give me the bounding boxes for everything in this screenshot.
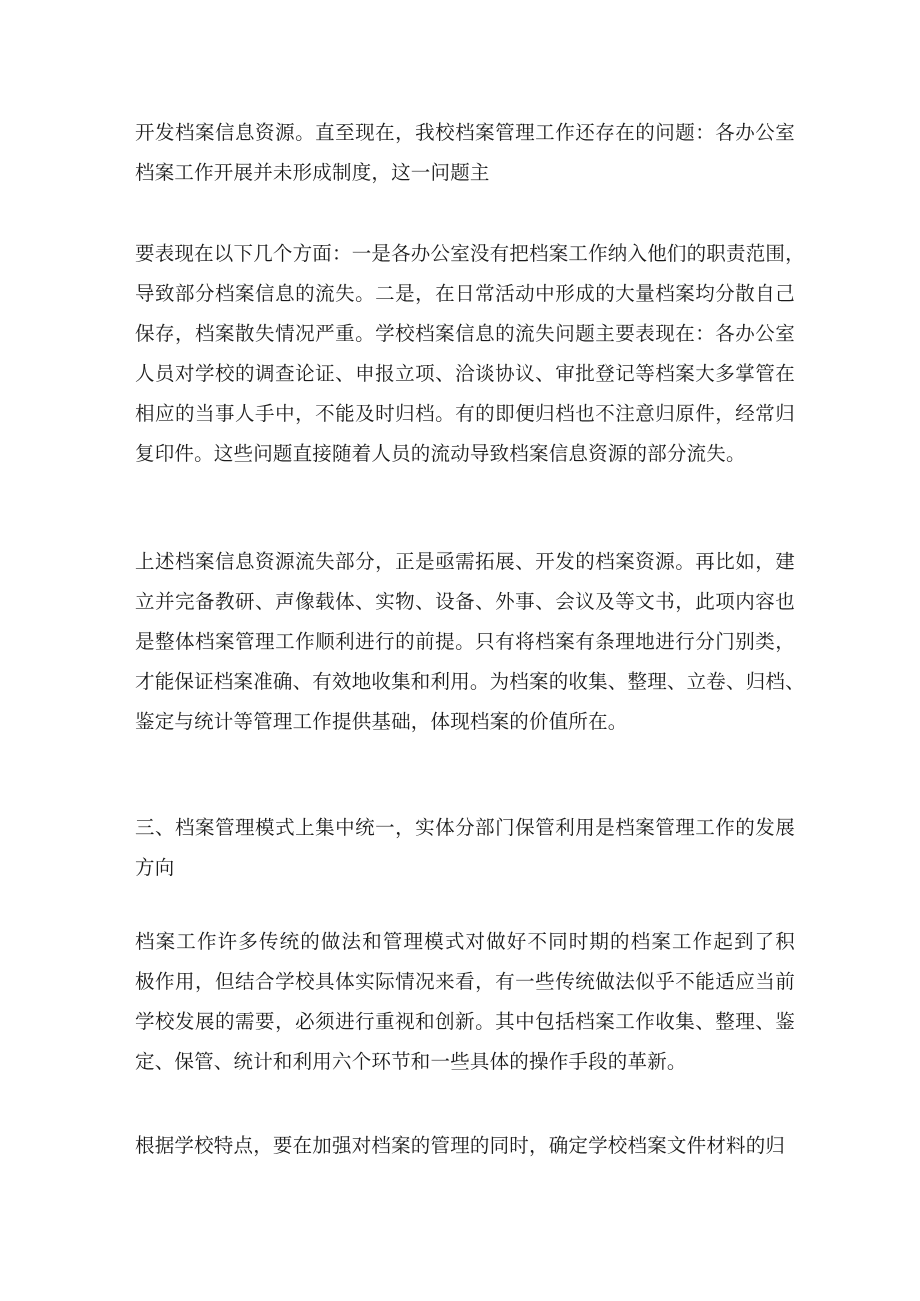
paragraph-3: [135, 542, 805, 742]
text-line: 立并完备教研、声像载体、实物、设备、外事、会议及等文书，此项内容也: [135, 590, 795, 613]
heading-line: 三、档案管理模式上集中统一，实体分部门保管利用是档案管理工作的发展: [135, 816, 795, 839]
paragraph-5: [135, 1126, 795, 1166]
text-line: 导致部分档案信息的流失。二是，在日常活动中形成的大量档案均分散自己: [135, 282, 795, 305]
text-line: 是整体档案管理工作顺利进行的前提。只有将档案有条理地进行分门别类，: [135, 630, 795, 653]
text-line: 要表现在以下几个方面：一是各办公室没有把档案工作纳入他们的职责范围，: [135, 242, 805, 265]
text-line: 学校发展的需要，必须进行重视和创新。其中包括档案工作收集、整理、鉴: [135, 1010, 795, 1033]
text-line: 相应的当事人手中，不能及时归档。有的即便归档也不注意归原件，经常归: [135, 402, 795, 425]
text-line: 保存，档案散失情况严重。学校档案信息的流失问题主要表现在：各办公室: [135, 322, 795, 345]
text-line: 极作用，但结合学校具体实际情况来看，有一些传统做法似乎不能适应当前: [135, 970, 795, 993]
text-line: 才能保证档案准确、有效地收集和利用。为档案的收集、整理、立卷、归档、: [135, 670, 805, 693]
text-line: 根据学校特点，要在加强对档案的管理的同时，确定学校档案文件材料的归: [135, 1134, 786, 1157]
text-line: 定、保管、统计和利用六个环节和一些具体的操作手段的革新。: [135, 1050, 687, 1073]
paragraph-2: [135, 234, 805, 474]
text-line: 复印件。这些问题直接随着人员的流动导致档案信息资源的部分流失。: [135, 442, 746, 465]
paragraph-4: [135, 922, 795, 1082]
paragraph-1: [135, 113, 795, 193]
text-line: 档案工作开展并未形成制度，这一问题主: [135, 161, 490, 184]
heading-line: 方向: [135, 856, 175, 879]
text-line: 上述档案信息资源流失部分，正是亟需拓展、开发的档案资源。再比如，建: [135, 550, 795, 573]
text-line: 鉴定与统计等管理工作提供基础，体现档案的价值所在。: [135, 710, 628, 733]
section-heading: [135, 808, 795, 888]
text-line: 档案工作许多传统的做法和管理模式对做好不同时期的档案工作起到了积: [135, 930, 795, 953]
text-line: 开发档案信息资源。直至现在，我校档案管理工作还存在的问题：各办公室: [135, 121, 795, 144]
text-line: 人员对学校的调查论证、申报立项、洽谈协议、审批登记等档案大多掌管在: [135, 362, 795, 385]
